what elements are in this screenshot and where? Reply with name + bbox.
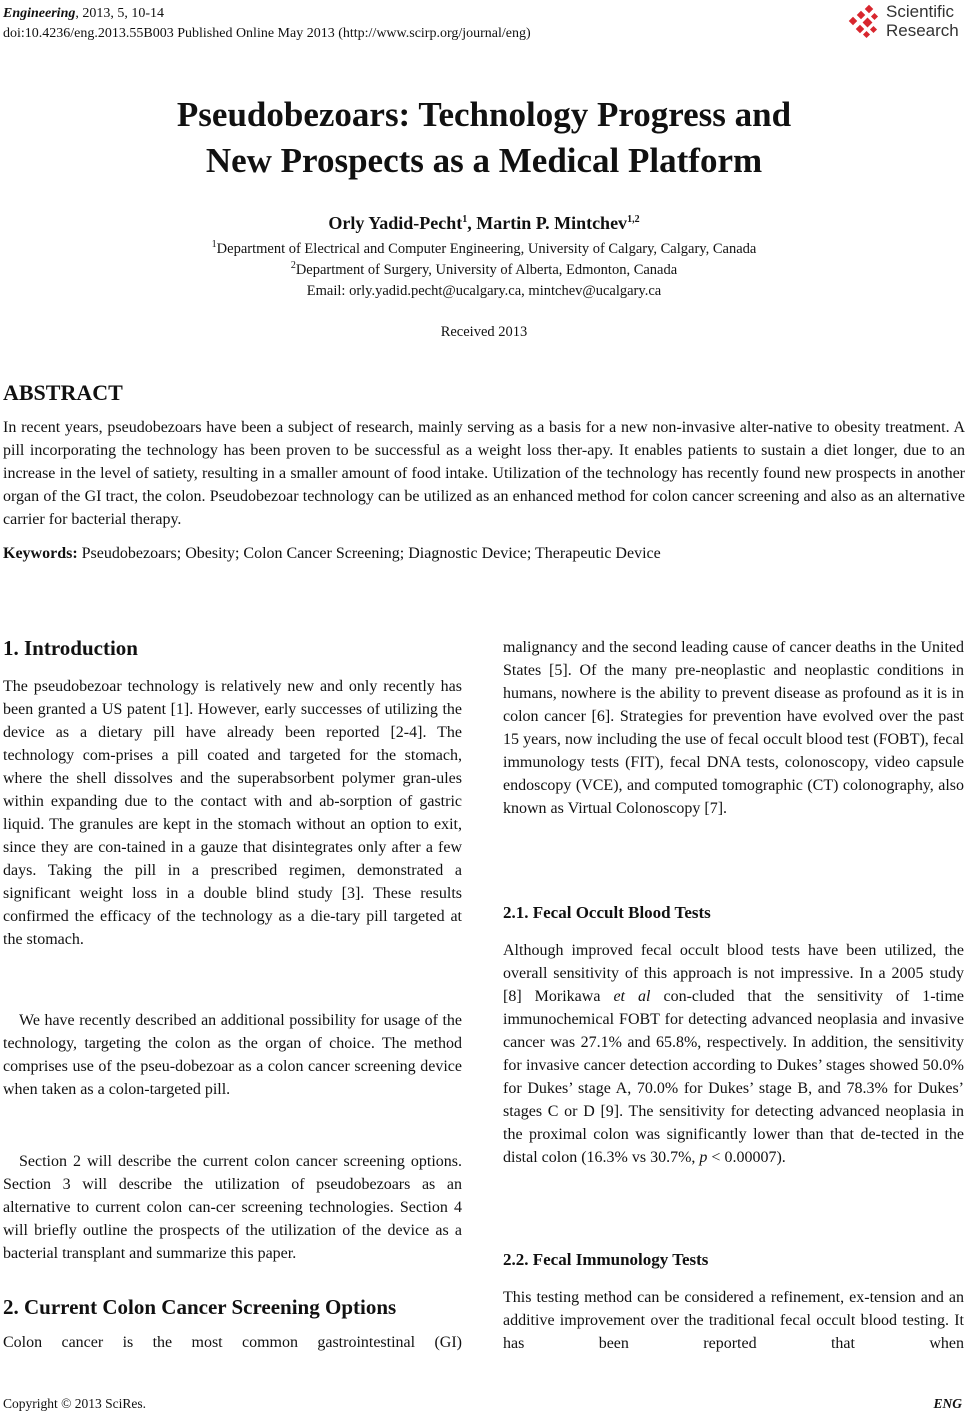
running-header: [3, 4, 531, 44]
section-1-heading: 1. Introduction: [3, 636, 138, 660]
keywords: [3, 542, 965, 565]
affiliation-2-text: Department of Surgery, University of Alberta, Edmonton, Canada: [295, 262, 678, 278]
journal-volume: , 2013, 5, 10-14: [75, 6, 165, 21]
publisher-logo: [846, 2, 964, 42]
journal-abbreviation: ENG: [933, 1396, 962, 1411]
abstract-text: In recent years, pseudobezoars have been a subject of research, mainly serving as a basis for a new non-invasive alter-native to obesity treatment. A pill incorporating the technology has been proven to be successful as a weight loss ther-apy. It enables patients to sustain a diet longer, due to an increase in the level of satiety, resulting in a smaller amount of food intake. Utilization of the technology has recently found new prospects in another organ of the GI tract, the colon. Pseudobezoar technology can be utilized as an enhanced method for colon cancer screening and also as an alternative carrier for bacterial therapy.: [3, 419, 965, 528]
title-line-1: Pseudobezoars: Technology Progress and: [176, 95, 792, 134]
intro-paragraph-3: Section 2 will describe the current colon cancer screening options. Section 3 will describe the utilization of pseudobezoars as an alternative to current colon can-cer screening technologies. Section 4 will briefly outline the prospects of the utilization of the device as a bacterial transplant and summarize this paper.: [3, 1153, 462, 1262]
author-1: Orly Yadid-Pecht: [328, 213, 463, 233]
subsection-2-1-paragraph: [503, 939, 964, 1169]
fobt-text-c: < 0.00007).: [707, 1149, 786, 1166]
received-date: Received 2013: [440, 324, 528, 340]
title-line-2: New Prospects as a Medical Platform: [205, 141, 763, 180]
affiliation-1-mark: 1: [211, 239, 217, 251]
fobt-text-b: con-cluded that the sensitivity of 1-time immunochemical FOBT for detecting advanced neoplasia and invasive cancer was 27.1% and 65.8%, respectively. In addition, the sensitivity for invasive cancer detection according to Dukes’ stages showed 50.0% for Dukes’ stage A, 70.0% for Dukes’ stage B, and 78.3% for Dukes’ stages C or D [9]. The sensitivity for detecting advanced neoplasia in the proximal colon was significantly lower than that de-tected in the distal colon (16.3% vs 30.7%,: [503, 988, 964, 1166]
affiliation-1-text: Department of Electrical and Computer Engineering, University of Calgary, Calgary, Canada: [216, 241, 757, 257]
paper-title: [0, 92, 968, 184]
intro-paragraph-1: The pseudobezoar technology is relatively new and only recently has been granted a US patent [1]. However, early successes of utilizing the device as a dietary pill have already been reported [2-4]. The technology com-prises a pill coated and targeted for the stomach, where the shell dissolves and the superabsorbent polymer gran-ules within expanding due to the contact with and ab-sorption of gastric liquid. The granules are kept in the stomach without an option to exit, since they are con-tained in a gauze that disintegrates only after a few days. Taking the pill in a prescribed regimen, demonstrated a significant weight loss in a double blind study [3]. These results confirmed the efficacy of the technology as a die-tary pill targeted at the stomach.: [3, 678, 462, 948]
author-1-affil: 1: [462, 214, 468, 225]
keywords-label: Keywords:: [3, 545, 78, 562]
p-value-symbol: p: [699, 1149, 708, 1166]
abstract-heading: ABSTRACT: [3, 380, 123, 405]
copyright-footer: Copyright © 2013 SciRes.: [3, 1396, 147, 1411]
author-email: Email: orly.yadid.pecht@ucalgary.ca, mintchev@ucalgary.ca: [306, 283, 662, 299]
fobt-text-a: Although improved fecal occult blood tests have been utilized, the overall sensitivity of this approach is not impressive. In a 2005 study [8] Morikawa: [503, 942, 964, 1005]
author-2: Martin P. Mintchev: [476, 213, 628, 233]
intro-paragraph-2: We have recently described an additional possibility for usage of the technology, targeting the colon as the organ of choice. The method comprises use of the pseu-dobezoar as a colon cancer screening device when taken as a colon-targeted pill.: [3, 1012, 462, 1098]
keywords-list: Pseudobezoars; Obesity; Colon Cancer Screening; Diagnostic Device; Therapeutic Device: [77, 545, 661, 562]
author-separator: ,: [467, 213, 477, 233]
journal-name: Engineering: [3, 6, 76, 21]
section-2-heading: 2. Current Colon Cancer Screening Options: [3, 1295, 397, 1319]
subsection-2-1-heading: 2.1. Fecal Occult Blood Tests: [503, 903, 711, 922]
publisher-logo-icon: [846, 4, 882, 40]
author-2-affil: 1,2: [627, 214, 640, 225]
affiliation-1: [0, 239, 968, 259]
affiliation-2-mark: 2: [290, 260, 296, 272]
subsection-2-2-paragraph: This testing method can be considered a refinement, ex-tension and an additive improvement over the traditional fecal occult blood testing. It has been reported that when: [503, 1289, 964, 1352]
doi-line: doi:10.4236/eng.2013.55B003 Published Online May 2013 (http://www.scirp.org/journal/eng): [3, 26, 531, 41]
author-list: [0, 213, 968, 234]
logo-text-line1: Scientific: [886, 2, 955, 21]
section-2-paragraph-1: Colon cancer is the most common gastrointestinal (GI): [3, 1334, 462, 1351]
affiliation-2: [0, 260, 968, 280]
logo-text-line2: Research: [886, 21, 959, 40]
subsection-2-2-heading: 2.2. Fecal Immunology Tests: [503, 1250, 709, 1269]
section-2-paragraph-2: malignancy and the second leading cause of cancer deaths in the United States [5]. Of the many pre-neoplastic and neoplastic conditions in humans, nowhere is the ability to prevent disease as profound as it is in colon cancer [6]. Strategies for prevention have evolved over the past 15 years, now including the use of fecal occult blood test (FOBT), fecal immunology tests (FIT), fecal DNA tests, colonoscopy, video capsule endoscopy (VCE), and computed tomographic (CT) colonography, also known as Virtual Colonoscopy [7].: [503, 639, 964, 817]
et-al: et al: [613, 988, 651, 1005]
